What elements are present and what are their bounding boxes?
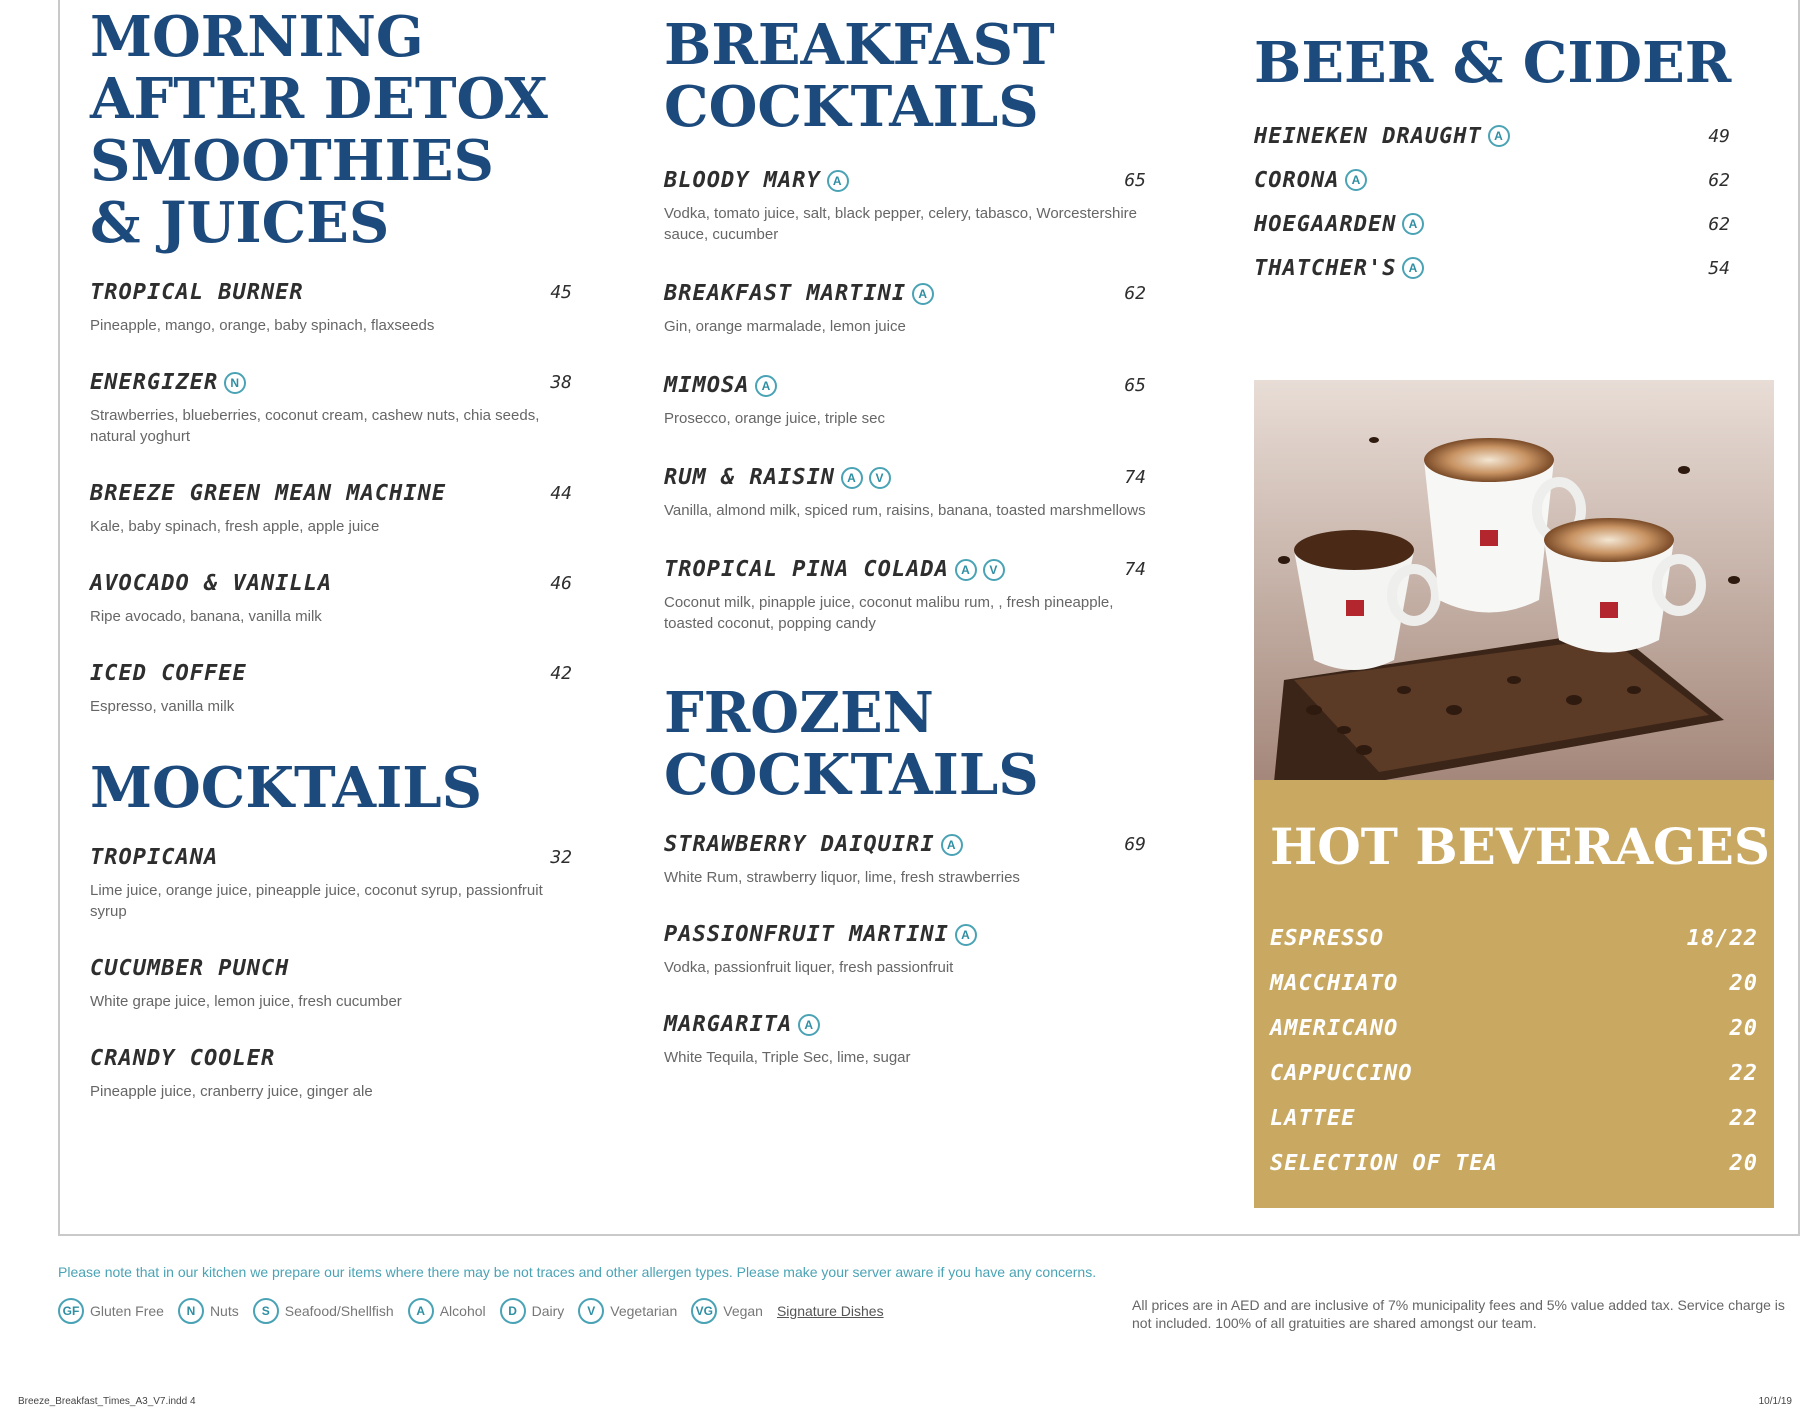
- menu-item-price: 38: [550, 372, 572, 393]
- allergen-note: Please note that in our kitchen we prepare our items where there may be not traces and other allergen types. Please make your server aware if you have any concerns.: [58, 1264, 1097, 1280]
- menu-item-name: ICED COFFEE: [90, 661, 247, 686]
- breakfast-cocktails-title: BREAKFAST COCKTAILS: [664, 12, 1055, 140]
- menu-item-price: 65: [1124, 170, 1146, 191]
- hot-beverages-panel: [1254, 780, 1774, 1208]
- beer-item-price: 49: [1708, 125, 1730, 147]
- hot-beverage-price: 20: [1729, 1151, 1758, 1176]
- column-right: [1254, 0, 1740, 290]
- menu-item-name: RUM & RAISIN A V: [664, 465, 1146, 490]
- dietary-legend: [58, 1298, 884, 1324]
- menu-item: [664, 832, 1146, 888]
- legend-label: Gluten Free: [90, 1303, 164, 1319]
- menu-item-price: 65: [1124, 375, 1146, 396]
- menu-item: [664, 1012, 1146, 1068]
- mocktails-list: [90, 845, 572, 1102]
- menu-item: [664, 281, 1146, 337]
- mocktails-title: MOCKTAILS: [90, 755, 483, 821]
- beer-item-price: 62: [1708, 213, 1730, 235]
- detox-title: MORNING AFTER DETOX SMOOTHIES & JUICES: [90, 4, 548, 256]
- legend-label: Vegan: [723, 1303, 763, 1319]
- legend-item: [578, 1298, 677, 1324]
- column-left: [90, 0, 572, 1136]
- menu-item-name: PASSIONFRUIT MARTINI A: [664, 922, 1146, 947]
- menu-item: [90, 661, 572, 717]
- menu-item-description: Kale, baby spinach, fresh apple, apple juice: [90, 518, 380, 535]
- prices-note: All prices are in AED and are inclusive of 7% municipality fees and 5% value added tax. Service charge is not included. 100% of all gratuities are shared amongst our team.: [1132, 1297, 1785, 1331]
- menu-item: [90, 956, 572, 1012]
- legend-item: [58, 1298, 164, 1324]
- menu-item-price: 45: [550, 282, 572, 303]
- dietary-badge-icon: A: [1402, 213, 1424, 235]
- legend-item: [500, 1298, 565, 1324]
- hot-beverages-list: [1270, 916, 1758, 1186]
- legend-label: Dairy: [531, 1303, 565, 1319]
- menu-item-name: CUCUMBER PUNCH: [90, 956, 290, 981]
- detox-list: [90, 280, 572, 717]
- dietary-badge-icon: A: [955, 924, 977, 946]
- dietary-badge-icon: V: [869, 467, 891, 489]
- menu-item-description: Espresso, vanilla milk: [90, 698, 235, 715]
- signature-dishes-label: Signature Dishes: [776, 1303, 884, 1319]
- menu-item-description: White grape juice, lemon juice, fresh cucumber: [90, 993, 402, 1010]
- menu-item-description: Vodka, tomato juice, salt, black pepper, celery, tabasco, Worcestershire sauce, cucumber: [664, 205, 1138, 243]
- legend-label: Alcohol: [439, 1303, 486, 1319]
- legend-label: Nuts: [209, 1303, 239, 1319]
- legend-item: [691, 1298, 763, 1324]
- menu-item-name: BLOODY MARY A: [664, 168, 1146, 193]
- menu-item-description: Pineapple, mango, orange, baby spinach, flaxseeds: [90, 317, 435, 334]
- menu-item: [664, 922, 1146, 978]
- menu-item-name: STRAWBERRY DAIQUIRI A: [664, 832, 1146, 857]
- menu-item: [90, 280, 572, 336]
- menu-item-name: CRANDY COOLER: [90, 1046, 276, 1071]
- dietary-badge-icon: N: [178, 1298, 204, 1324]
- dietary-badge-icon: N: [224, 372, 246, 394]
- hot-beverage-price: 20: [1729, 1016, 1758, 1041]
- hot-beverage-price: 20: [1729, 971, 1758, 996]
- dietary-badge-icon: GF: [58, 1298, 84, 1324]
- file-name: Breeze_Breakfast_Times_A3_V7.indd 4: [18, 1396, 196, 1407]
- beer-item-name: HEINEKEN DRAUGHT A: [1254, 124, 1510, 149]
- menu-item: [90, 370, 572, 447]
- menu-item-description: Strawberries, blueberries, coconut cream, cashew nuts, chia seeds, natural yoghurt: [90, 407, 540, 445]
- dietary-badge-icon: A: [1488, 125, 1510, 147]
- menu-item: [664, 557, 1146, 634]
- legend-item: [408, 1298, 486, 1324]
- beer-list: [1254, 114, 1740, 290]
- dietary-badge-icon: S: [253, 1298, 279, 1324]
- beer-item: [1254, 202, 1730, 246]
- beer-item: [1254, 246, 1730, 290]
- menu-item-name: TROPICAL BURNER: [90, 280, 304, 305]
- frozen-cocktails-list: [664, 832, 1146, 1068]
- menu-item-description: Vodka, passionfruit liquer, fresh passionfruit: [664, 959, 954, 976]
- menu-item: [90, 481, 572, 537]
- dietary-badge-icon: V: [578, 1298, 604, 1324]
- dietary-badge-icon: V: [983, 559, 1005, 581]
- beer-cider-title: BEER & CIDER: [1254, 30, 1732, 96]
- menu-item-description: Gin, orange marmalade, lemon juice: [664, 318, 906, 335]
- dietary-badge-icon: A: [1345, 169, 1367, 191]
- menu-item-price: 42: [550, 663, 572, 684]
- hot-beverage-price: 22: [1729, 1106, 1758, 1131]
- hot-beverages-title: HOT BEVERAGES: [1270, 817, 1770, 876]
- legend-item: [253, 1298, 394, 1324]
- hot-beverage-price: 18/22: [1686, 926, 1758, 951]
- dietary-badge-icon: A: [1402, 257, 1424, 279]
- menu-item-description: Pineapple juice, cranberry juice, ginger ale: [90, 1083, 373, 1100]
- column-middle: [664, 0, 1146, 1102]
- dietary-badge-icon: A: [912, 283, 934, 305]
- hot-beverage-item: [1270, 1051, 1758, 1096]
- menu-item-price: 69: [1124, 834, 1146, 855]
- menu-item-price: 44: [550, 483, 572, 504]
- hot-beverage-name: MACCHIATO: [1270, 971, 1399, 996]
- dietary-badge-icon: A: [941, 834, 963, 856]
- beer-item: [1254, 114, 1730, 158]
- menu-item-description: White Rum, strawberry liquor, lime, fresh strawberries: [664, 869, 1020, 886]
- menu-item-name: BREEZE GREEN MEAN MACHINE: [90, 481, 447, 506]
- beer-item-price: 62: [1708, 169, 1730, 191]
- frozen-cocktails-title: FROZEN COCKTAILS: [664, 680, 1039, 808]
- menu-item: [664, 373, 1146, 429]
- menu-item: [664, 168, 1146, 245]
- menu-item-price: 74: [1124, 559, 1146, 580]
- beer-item: [1254, 158, 1730, 202]
- hot-beverage-name: ESPRESSO: [1270, 926, 1384, 951]
- dietary-badge-icon: A: [755, 375, 777, 397]
- menu-item-name: BREAKFAST MARTINI A: [664, 281, 1146, 306]
- dietary-badge-icon: VG: [691, 1298, 717, 1324]
- dietary-badge-icon: A: [955, 559, 977, 581]
- menu-item-name: TROPICAL PINA COLADA A V: [664, 557, 1146, 582]
- menu-item-name: TROPICANA: [90, 845, 219, 870]
- dietary-badge-icon: A: [408, 1298, 434, 1324]
- menu-item-description: Lime juice, orange juice, pineapple juice, coconut syrup, passionfruit syrup: [90, 882, 543, 920]
- breakfast-cocktails-list: [664, 168, 1146, 634]
- dietary-badge-icon: A: [798, 1014, 820, 1036]
- hot-beverage-item: [1270, 1096, 1758, 1141]
- hot-beverage-price: 22: [1729, 1061, 1758, 1086]
- menu-item-price: 32: [550, 847, 572, 868]
- menu-item-price: 74: [1124, 467, 1146, 488]
- hot-beverage-name: LATTEE: [1270, 1106, 1356, 1131]
- hot-beverage-name: CAPPUCCINO: [1270, 1061, 1413, 1086]
- hot-beverage-name: SELECTION OF TEA: [1270, 1151, 1498, 1176]
- coffee-cups-photo: [1254, 380, 1774, 782]
- legend-label: Vegetarian: [610, 1303, 678, 1319]
- menu-item: [90, 571, 572, 627]
- menu-item-name: MIMOSA A: [664, 373, 1146, 398]
- hot-beverage-item: [1270, 916, 1758, 961]
- menu-item: [90, 1046, 572, 1102]
- legend-items: [58, 1298, 763, 1324]
- legend-label: Seafood/Shellfish: [284, 1303, 394, 1319]
- beer-item-name: HOEGAARDEN A: [1254, 212, 1424, 237]
- menu-item-description: White Tequila, Triple Sec, lime, sugar: [664, 1049, 911, 1066]
- menu-item: [90, 845, 572, 922]
- beer-item-price: 54: [1708, 257, 1730, 279]
- hot-beverage-item: [1270, 1006, 1758, 1051]
- menu-item-description: Ripe avocado, banana, vanilla milk: [90, 608, 322, 625]
- menu-item-description: Coconut milk, pinapple juice, coconut malibu rum, , fresh pineapple, toasted coconut, popping candy: [664, 594, 1114, 632]
- print-date: 10/1/19: [1758, 1396, 1792, 1407]
- hot-beverage-item: [1270, 961, 1758, 1006]
- hot-beverage-name: AMERICANO: [1270, 1016, 1399, 1041]
- beer-item-name: CORONA A: [1254, 168, 1367, 193]
- dietary-badge-icon: A: [841, 467, 863, 489]
- menu-item-description: Prosecco, orange juice, triple sec: [664, 410, 885, 427]
- menu-item-description: Vanilla, almond milk, spiced rum, raisins, banana, toasted marshmellows: [664, 502, 1146, 519]
- menu-item-name: AVOCADO & VANILLA: [90, 571, 333, 596]
- hot-beverage-item: [1270, 1141, 1758, 1186]
- menu-item-price: 46: [550, 573, 572, 594]
- beer-item-name: THATCHER'S A: [1254, 256, 1424, 281]
- menu-item: [664, 465, 1146, 521]
- legend-item: [178, 1298, 239, 1324]
- dietary-badge-icon: D: [500, 1298, 526, 1324]
- menu-item-name: ENERGIZER N: [90, 370, 572, 395]
- dietary-badge-icon: A: [827, 170, 849, 192]
- menu-item-name: MARGARITA A: [664, 1012, 1146, 1037]
- menu-item-price: 62: [1124, 283, 1146, 304]
